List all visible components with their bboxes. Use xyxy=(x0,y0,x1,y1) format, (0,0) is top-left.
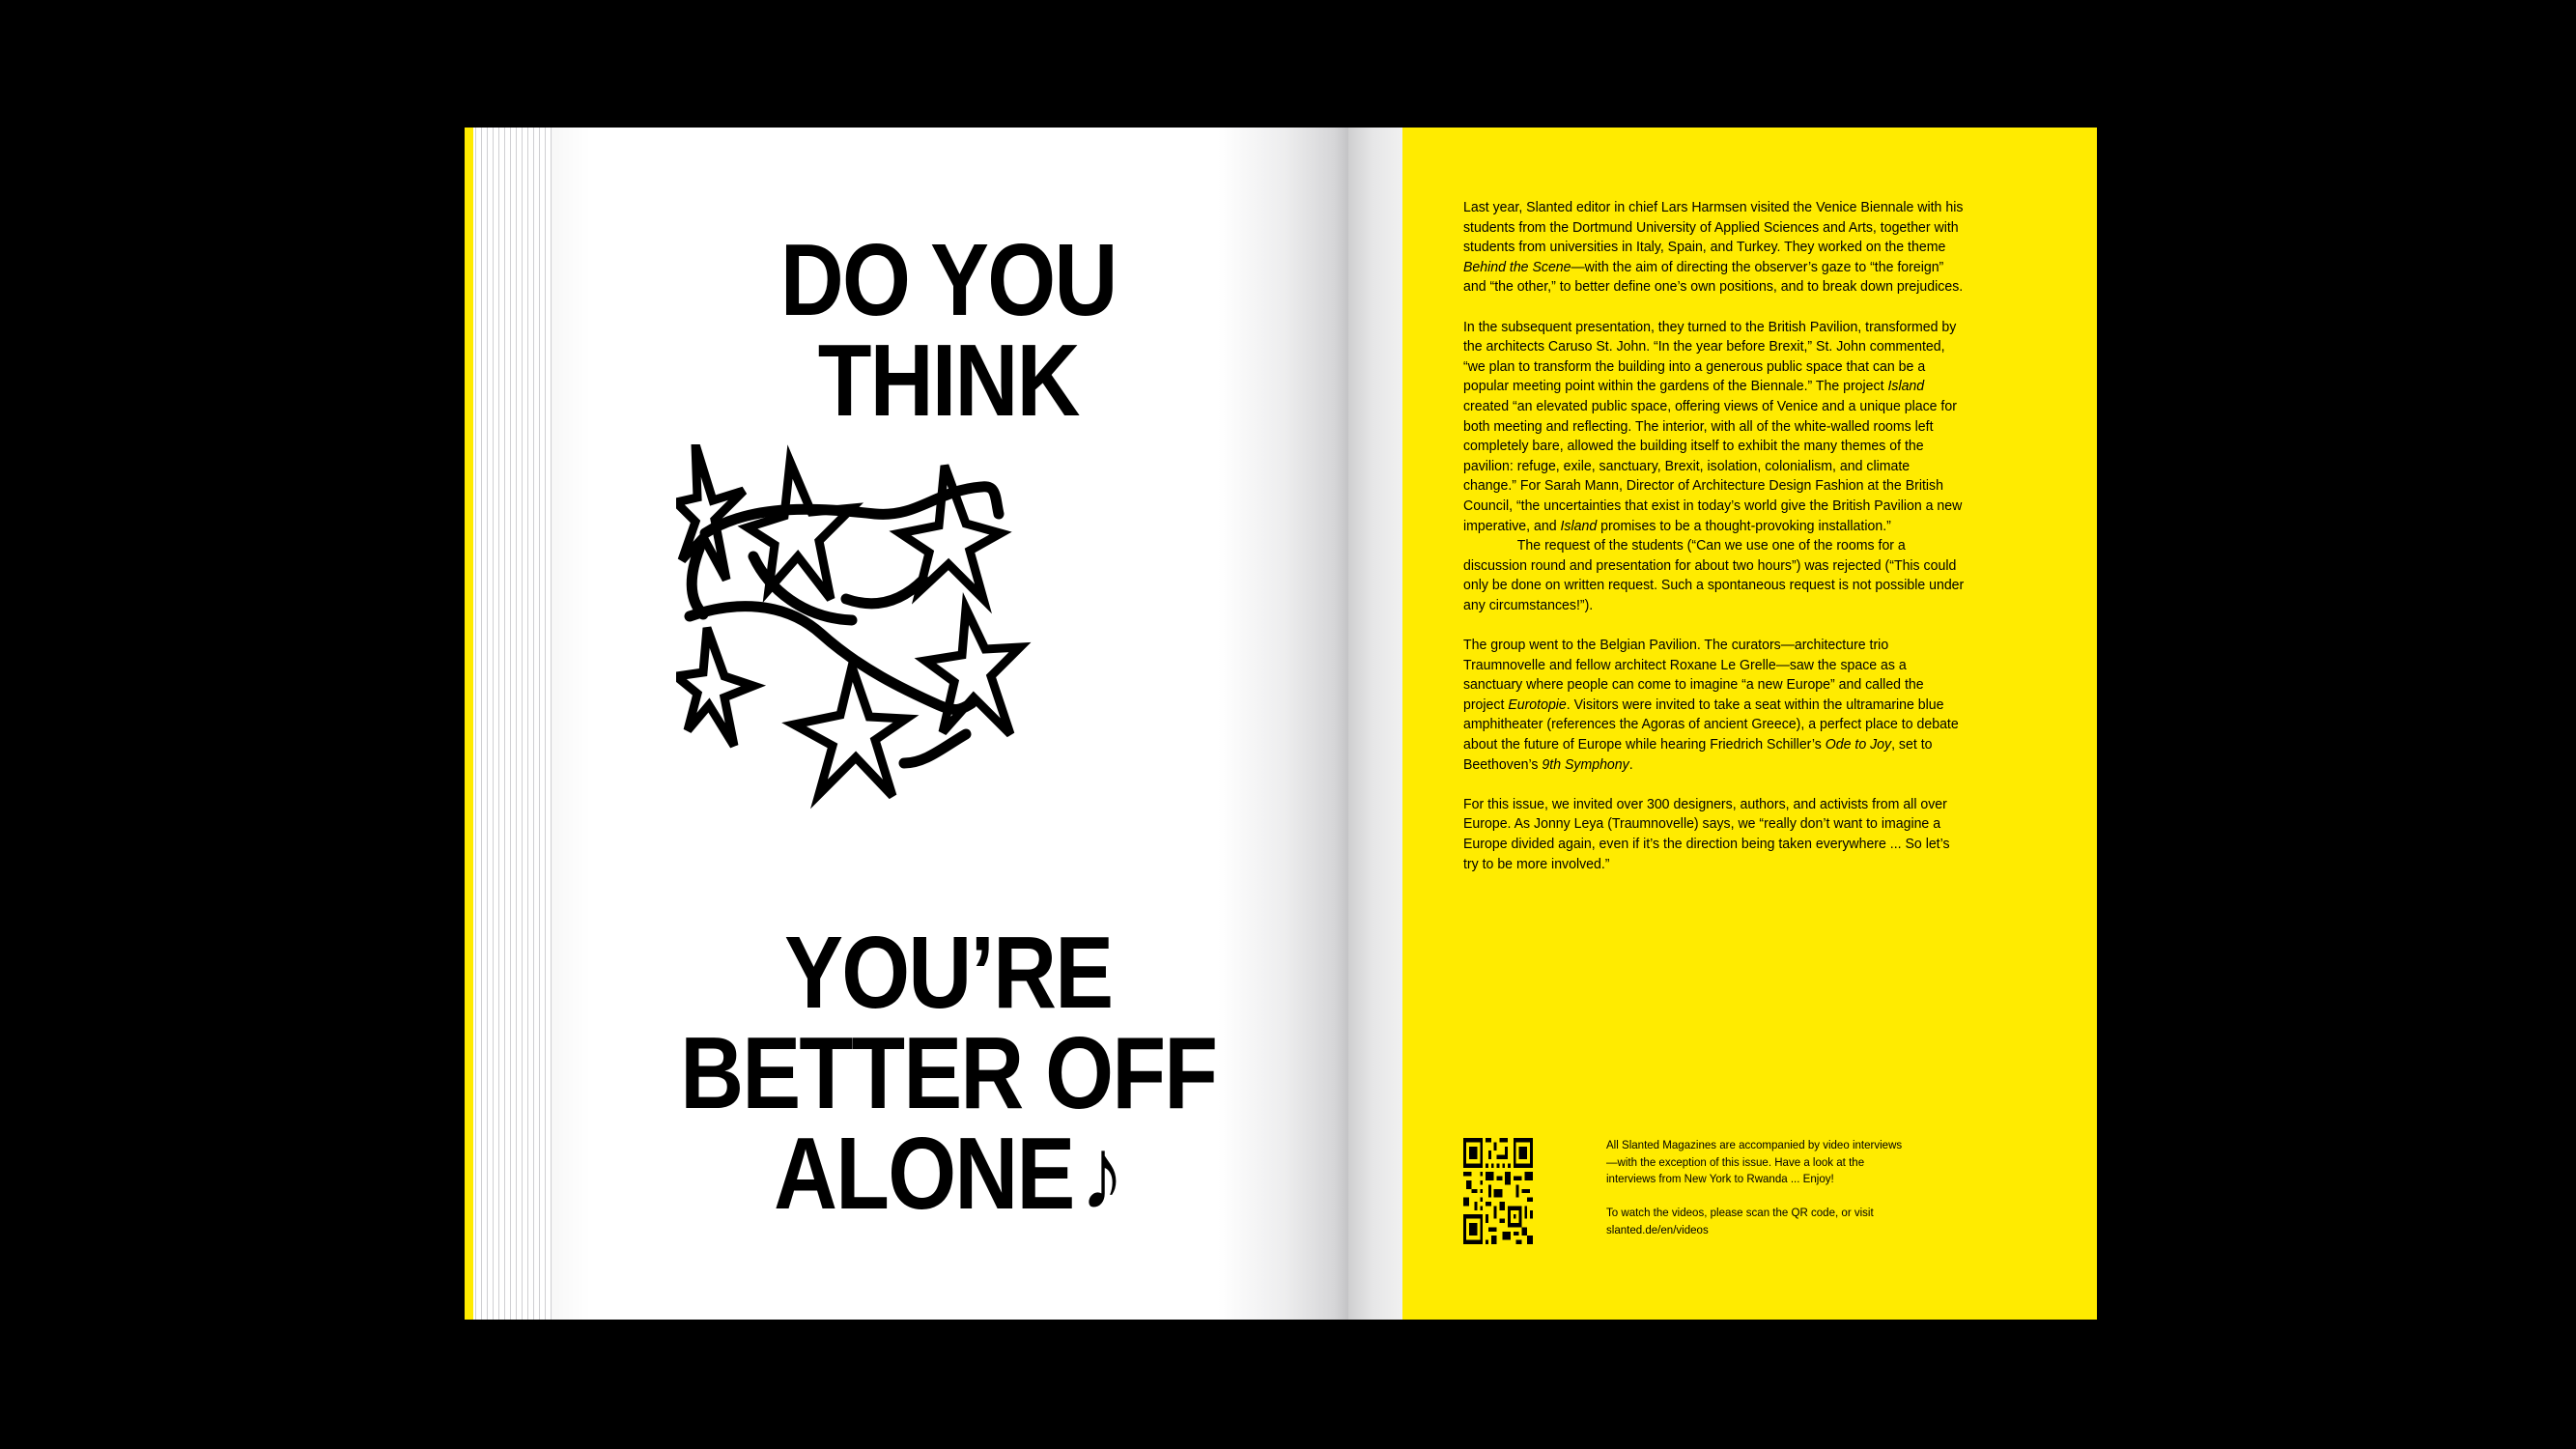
text-run: —with the aim of directing the observer’s gaze to “the foreign” and “the other,” to better define one’s own positions, and to break down prejudices. xyxy=(1463,258,1964,296)
qr-code-icon xyxy=(1463,1138,1533,1244)
headline-line: DO YOU xyxy=(779,223,1117,337)
paragraph xyxy=(1463,636,1967,775)
text-run: created “an elevated public space, offering views of Venice and a unique place for both meeting and reflecting. The interior, with all of the white-walled rooms left completely bare, allowed the building itself to exhibit the many themes of the pavilion: refuge, exile, sanctuary, Brexit, isolation, colonialism, and climate change.” For Sarah Mann, Director of Architecture Design Fashion at the British Council, “the uncertainties that exist in today’s world give the British Pavilion a new imperative, and xyxy=(1463,397,1963,534)
text-run: , set to Beethoven’s xyxy=(1463,736,1933,773)
text-run: In the subsequent presentation, they turned to the British Pavilion, transformed by the architects Caruso St. John. “In the year before Brexit,” St. John commented, “we plan to transform the building into a generous public space that can be a popular meeting point within the gardens of the Biennale.” The project xyxy=(1463,318,1957,395)
article-body xyxy=(1463,198,1967,895)
yellow-page-edge xyxy=(465,128,473,1320)
italic-title: Ode to Joy xyxy=(1825,736,1892,753)
headline-top xyxy=(606,223,1291,438)
italic-title: Island xyxy=(1560,517,1598,534)
italic-title: Behind the Scene xyxy=(1463,258,1571,275)
headline-bottom xyxy=(606,916,1291,1231)
qr-caption-link-text: To watch the videos, please scan the QR code, or visit slanted.de/en/videos xyxy=(1606,1206,1874,1236)
text-run: Last year, Slanted editor in chief Lars Harmsen visited the Venice Biennale with his students from the Dortmund University of Applied Sciences and Arts, together with students from universities in Italy, Spain, and Turkey. They worked on the theme xyxy=(1463,199,1964,256)
italic-title: Eurotopie xyxy=(1508,696,1567,713)
headline-line: BETTER OFF xyxy=(680,1016,1217,1130)
page-edges xyxy=(465,128,552,1320)
qr-caption xyxy=(1606,1137,1911,1256)
text-run: The request of the students (“Can we use one of the rooms for a discussion round and presentation for about two hours”) was rejected (“This could only be done on written request. Such a spontaneous request is not possible under any circumstances!”). xyxy=(1463,537,1965,613)
paragraph xyxy=(1463,318,1967,616)
italic-title: 9th Symphony xyxy=(1542,755,1629,773)
paragraph xyxy=(1463,198,1967,298)
text-run: . Visitors were invited to take a seat within the ultramarine blue amphitheater (references the Agoras of ancient Greece), a perfect place to debate about the future of Europe while hearing Friedrich Schiller’s xyxy=(1463,696,1959,753)
hand-drawn-stars-icon xyxy=(676,444,1217,879)
text-run: The group went to the Belgian Pavilion. The curators—architecture trio Traumnovelle and fellow architect Roxane Le Grelle—saw the space as a sanctuary where people can come to imagine “a new Europe” and called the project xyxy=(1463,637,1924,713)
text-run: . xyxy=(1628,755,1633,773)
headline-word: ALONE xyxy=(774,1117,1074,1231)
text-run: promises to be a thought-provoking installation.” xyxy=(1597,517,1891,534)
headline-line xyxy=(606,1117,1291,1231)
paragraph: For this issue, we invited over 300 designers, authors, and activists from all over Europe. As Jonny Leya (Traumnovelle) says, we “really don’t want to imagine a Europe divided again, even if it’s the direction being taken everywhere ... So let’s try to be more involved.” xyxy=(1463,795,1950,872)
qr-caption-text: All Slanted Magazines are accompanied by video interviews—with the exception of this issue. Have a look at the interviews from New York to Rwanda ... Enjoy! xyxy=(1606,1138,1903,1186)
music-note-icon: ♪ xyxy=(1080,1117,1123,1231)
italic-title: Island xyxy=(1887,378,1925,395)
headline-line: YOU’RE xyxy=(784,916,1113,1030)
headline-line: THINK xyxy=(817,324,1079,438)
